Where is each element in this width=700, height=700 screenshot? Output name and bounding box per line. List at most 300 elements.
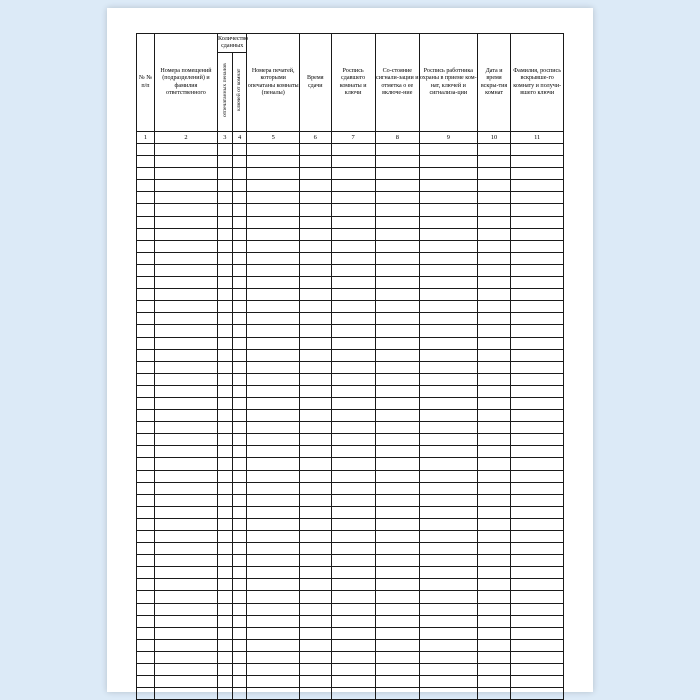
- table-row[interactable]: [137, 192, 564, 204]
- table-cell[interactable]: [232, 277, 247, 289]
- table-cell[interactable]: [477, 518, 511, 530]
- table-cell[interactable]: [511, 144, 564, 156]
- table-cell[interactable]: [217, 240, 232, 252]
- table-cell[interactable]: [217, 228, 232, 240]
- table-cell[interactable]: [419, 482, 477, 494]
- table-cell[interactable]: [217, 434, 232, 446]
- table-cell[interactable]: [419, 543, 477, 555]
- table-cell[interactable]: [232, 555, 247, 567]
- table-cell[interactable]: [232, 228, 247, 240]
- table-cell[interactable]: [217, 567, 232, 579]
- table-cell[interactable]: [375, 676, 419, 688]
- table-cell[interactable]: [217, 591, 232, 603]
- table-cell[interactable]: [137, 216, 155, 228]
- table-cell[interactable]: [154, 458, 217, 470]
- table-cell[interactable]: [154, 506, 217, 518]
- table-cell[interactable]: [299, 301, 331, 313]
- table-cell[interactable]: [232, 603, 247, 615]
- table-row[interactable]: [137, 264, 564, 276]
- table-row[interactable]: [137, 531, 564, 543]
- table-cell[interactable]: [477, 688, 511, 700]
- table-cell[interactable]: [511, 385, 564, 397]
- table-cell[interactable]: [154, 277, 217, 289]
- table-row[interactable]: [137, 337, 564, 349]
- table-cell[interactable]: [137, 615, 155, 627]
- table-cell[interactable]: [511, 192, 564, 204]
- table-cell[interactable]: [299, 651, 331, 663]
- table-row[interactable]: [137, 664, 564, 676]
- table-cell[interactable]: [477, 240, 511, 252]
- table-cell[interactable]: [299, 531, 331, 543]
- table-cell[interactable]: [247, 192, 300, 204]
- table-cell[interactable]: [217, 289, 232, 301]
- table-cell[interactable]: [477, 397, 511, 409]
- table-cell[interactable]: [137, 470, 155, 482]
- table-cell[interactable]: [375, 579, 419, 591]
- table-cell[interactable]: [419, 555, 477, 567]
- table-cell[interactable]: [511, 627, 564, 639]
- table-cell[interactable]: [511, 301, 564, 313]
- table-cell[interactable]: [247, 664, 300, 676]
- table-cell[interactable]: [299, 410, 331, 422]
- table-cell[interactable]: [511, 277, 564, 289]
- table-cell[interactable]: [247, 264, 300, 276]
- table-cell[interactable]: [247, 204, 300, 216]
- table-cell[interactable]: [232, 397, 247, 409]
- table-cell[interactable]: [375, 252, 419, 264]
- table-cell[interactable]: [331, 301, 375, 313]
- table-cell[interactable]: [299, 664, 331, 676]
- table-cell[interactable]: [511, 639, 564, 651]
- table-cell[interactable]: [331, 531, 375, 543]
- table-cell[interactable]: [375, 567, 419, 579]
- table-cell[interactable]: [511, 494, 564, 506]
- table-cell[interactable]: [419, 664, 477, 676]
- table-cell[interactable]: [511, 204, 564, 216]
- table-cell[interactable]: [137, 325, 155, 337]
- table-cell[interactable]: [375, 180, 419, 192]
- table-cell[interactable]: [477, 555, 511, 567]
- table-cell[interactable]: [232, 446, 247, 458]
- table-cell[interactable]: [232, 264, 247, 276]
- table-cell[interactable]: [331, 591, 375, 603]
- table-cell[interactable]: [217, 639, 232, 651]
- table-row[interactable]: [137, 204, 564, 216]
- table-cell[interactable]: [299, 446, 331, 458]
- table-cell[interactable]: [217, 506, 232, 518]
- table-cell[interactable]: [511, 543, 564, 555]
- table-cell[interactable]: [477, 676, 511, 688]
- table-cell[interactable]: [331, 313, 375, 325]
- table-row[interactable]: [137, 180, 564, 192]
- table-cell[interactable]: [154, 627, 217, 639]
- table-cell[interactable]: [419, 410, 477, 422]
- table-cell[interactable]: [247, 555, 300, 567]
- table-cell[interactable]: [331, 664, 375, 676]
- table-cell[interactable]: [154, 664, 217, 676]
- table-cell[interactable]: [154, 555, 217, 567]
- table-cell[interactable]: [511, 446, 564, 458]
- table-cell[interactable]: [299, 579, 331, 591]
- table-cell[interactable]: [477, 144, 511, 156]
- table-cell[interactable]: [511, 313, 564, 325]
- table-cell[interactable]: [137, 264, 155, 276]
- table-cell[interactable]: [232, 591, 247, 603]
- table-cell[interactable]: [419, 337, 477, 349]
- table-cell[interactable]: [217, 676, 232, 688]
- table-cell[interactable]: [375, 168, 419, 180]
- table-cell[interactable]: [375, 156, 419, 168]
- table-cell[interactable]: [477, 591, 511, 603]
- table-cell[interactable]: [477, 373, 511, 385]
- table-row[interactable]: [137, 397, 564, 409]
- table-cell[interactable]: [299, 482, 331, 494]
- table-cell[interactable]: [247, 627, 300, 639]
- table-row[interactable]: [137, 385, 564, 397]
- table-cell[interactable]: [299, 603, 331, 615]
- table-cell[interactable]: [137, 168, 155, 180]
- table-cell[interactable]: [331, 422, 375, 434]
- table-cell[interactable]: [419, 651, 477, 663]
- table-cell[interactable]: [232, 676, 247, 688]
- table-cell[interactable]: [247, 313, 300, 325]
- table-cell[interactable]: [299, 313, 331, 325]
- table-cell[interactable]: [137, 639, 155, 651]
- table-cell[interactable]: [154, 397, 217, 409]
- table-cell[interactable]: [154, 410, 217, 422]
- table-cell[interactable]: [154, 264, 217, 276]
- table-cell[interactable]: [217, 446, 232, 458]
- table-cell[interactable]: [247, 446, 300, 458]
- table-cell[interactable]: [419, 567, 477, 579]
- table-cell[interactable]: [137, 228, 155, 240]
- table-cell[interactable]: [299, 168, 331, 180]
- table-cell[interactable]: [477, 567, 511, 579]
- table-cell[interactable]: [232, 385, 247, 397]
- table-cell[interactable]: [419, 216, 477, 228]
- table-cell[interactable]: [247, 458, 300, 470]
- table-row[interactable]: [137, 603, 564, 615]
- table-cell[interactable]: [232, 301, 247, 313]
- table-cell[interactable]: [477, 615, 511, 627]
- table-cell[interactable]: [331, 373, 375, 385]
- table-cell[interactable]: [419, 591, 477, 603]
- table-cell[interactable]: [137, 567, 155, 579]
- table-cell[interactable]: [419, 518, 477, 530]
- table-cell[interactable]: [477, 264, 511, 276]
- table-cell[interactable]: [511, 555, 564, 567]
- table-cell[interactable]: [137, 664, 155, 676]
- table-cell[interactable]: [154, 446, 217, 458]
- table-cell[interactable]: [375, 385, 419, 397]
- table-cell[interactable]: [154, 144, 217, 156]
- table-cell[interactable]: [217, 313, 232, 325]
- table-cell[interactable]: [232, 651, 247, 663]
- table-cell[interactable]: [247, 591, 300, 603]
- table-cell[interactable]: [375, 216, 419, 228]
- table-cell[interactable]: [477, 494, 511, 506]
- table-cell[interactable]: [247, 543, 300, 555]
- table-row[interactable]: [137, 422, 564, 434]
- table-cell[interactable]: [232, 192, 247, 204]
- table-cell[interactable]: [299, 397, 331, 409]
- table-cell[interactable]: [299, 434, 331, 446]
- table-cell[interactable]: [154, 688, 217, 700]
- table-cell[interactable]: [299, 676, 331, 688]
- table-cell[interactable]: [375, 373, 419, 385]
- table-cell[interactable]: [511, 264, 564, 276]
- table-cell[interactable]: [137, 204, 155, 216]
- table-cell[interactable]: [511, 458, 564, 470]
- table-cell[interactable]: [137, 518, 155, 530]
- table-cell[interactable]: [232, 252, 247, 264]
- table-cell[interactable]: [137, 506, 155, 518]
- table-cell[interactable]: [247, 144, 300, 156]
- table-row[interactable]: [137, 313, 564, 325]
- table-cell[interactable]: [137, 555, 155, 567]
- table-row[interactable]: [137, 567, 564, 579]
- table-cell[interactable]: [375, 301, 419, 313]
- table-cell[interactable]: [154, 385, 217, 397]
- table-cell[interactable]: [137, 494, 155, 506]
- table-cell[interactable]: [419, 639, 477, 651]
- table-cell[interactable]: [299, 373, 331, 385]
- table-cell[interactable]: [217, 555, 232, 567]
- table-cell[interactable]: [331, 603, 375, 615]
- table-cell[interactable]: [232, 361, 247, 373]
- table-cell[interactable]: [247, 397, 300, 409]
- table-cell[interactable]: [331, 361, 375, 373]
- table-cell[interactable]: [217, 422, 232, 434]
- table-cell[interactable]: [375, 603, 419, 615]
- table-cell[interactable]: [331, 264, 375, 276]
- table-row[interactable]: [137, 228, 564, 240]
- table-cell[interactable]: [154, 156, 217, 168]
- table-cell[interactable]: [299, 458, 331, 470]
- table-cell[interactable]: [375, 639, 419, 651]
- table-cell[interactable]: [217, 192, 232, 204]
- table-cell[interactable]: [154, 494, 217, 506]
- table-cell[interactable]: [511, 518, 564, 530]
- table-cell[interactable]: [137, 543, 155, 555]
- table-cell[interactable]: [137, 627, 155, 639]
- table-cell[interactable]: [217, 664, 232, 676]
- table-cell[interactable]: [477, 337, 511, 349]
- table-cell[interactable]: [154, 337, 217, 349]
- table-cell[interactable]: [477, 506, 511, 518]
- table-cell[interactable]: [477, 204, 511, 216]
- table-cell[interactable]: [299, 591, 331, 603]
- table-cell[interactable]: [217, 373, 232, 385]
- table-cell[interactable]: [419, 289, 477, 301]
- table-cell[interactable]: [375, 410, 419, 422]
- table-cell[interactable]: [375, 651, 419, 663]
- table-cell[interactable]: [247, 639, 300, 651]
- table-cell[interactable]: [247, 531, 300, 543]
- table-cell[interactable]: [477, 410, 511, 422]
- table-cell[interactable]: [477, 639, 511, 651]
- table-cell[interactable]: [137, 252, 155, 264]
- table-cell[interactable]: [217, 651, 232, 663]
- table-cell[interactable]: [217, 494, 232, 506]
- table-cell[interactable]: [477, 627, 511, 639]
- table-cell[interactable]: [419, 240, 477, 252]
- table-cell[interactable]: [511, 603, 564, 615]
- table-cell[interactable]: [511, 482, 564, 494]
- table-cell[interactable]: [331, 615, 375, 627]
- table-cell[interactable]: [511, 252, 564, 264]
- table-cell[interactable]: [232, 579, 247, 591]
- table-row[interactable]: [137, 651, 564, 663]
- table-cell[interactable]: [137, 144, 155, 156]
- table-cell[interactable]: [299, 506, 331, 518]
- table-row[interactable]: [137, 615, 564, 627]
- table-cell[interactable]: [154, 168, 217, 180]
- table-cell[interactable]: [154, 204, 217, 216]
- table-cell[interactable]: [511, 168, 564, 180]
- table-cell[interactable]: [331, 397, 375, 409]
- table-cell[interactable]: [477, 156, 511, 168]
- table-cell[interactable]: [419, 228, 477, 240]
- table-row[interactable]: [137, 325, 564, 337]
- table-cell[interactable]: [477, 603, 511, 615]
- table-cell[interactable]: [331, 410, 375, 422]
- table-cell[interactable]: [217, 301, 232, 313]
- table-cell[interactable]: [331, 676, 375, 688]
- table-cell[interactable]: [331, 156, 375, 168]
- table-cell[interactable]: [331, 518, 375, 530]
- table-cell[interactable]: [419, 688, 477, 700]
- table-cell[interactable]: [217, 180, 232, 192]
- table-cell[interactable]: [331, 482, 375, 494]
- table-cell[interactable]: [232, 458, 247, 470]
- table-cell[interactable]: [154, 434, 217, 446]
- table-cell[interactable]: [137, 434, 155, 446]
- table-row[interactable]: [137, 240, 564, 252]
- table-cell[interactable]: [419, 627, 477, 639]
- table-cell[interactable]: [419, 301, 477, 313]
- table-cell[interactable]: [299, 494, 331, 506]
- table-cell[interactable]: [375, 349, 419, 361]
- table-cell[interactable]: [375, 518, 419, 530]
- table-cell[interactable]: [511, 289, 564, 301]
- table-cell[interactable]: [247, 422, 300, 434]
- table-cell[interactable]: [419, 144, 477, 156]
- table-cell[interactable]: [299, 615, 331, 627]
- table-cell[interactable]: [419, 603, 477, 615]
- table-cell[interactable]: [217, 458, 232, 470]
- table-row[interactable]: [137, 458, 564, 470]
- table-cell[interactable]: [217, 144, 232, 156]
- table-cell[interactable]: [217, 410, 232, 422]
- table-cell[interactable]: [137, 349, 155, 361]
- table-row[interactable]: [137, 156, 564, 168]
- table-cell[interactable]: [511, 434, 564, 446]
- table-cell[interactable]: [232, 567, 247, 579]
- table-cell[interactable]: [247, 434, 300, 446]
- table-cell[interactable]: [511, 531, 564, 543]
- table-cell[interactable]: [477, 385, 511, 397]
- table-cell[interactable]: [217, 252, 232, 264]
- table-cell[interactable]: [154, 639, 217, 651]
- table-cell[interactable]: [154, 252, 217, 264]
- table-cell[interactable]: [137, 277, 155, 289]
- table-row[interactable]: [137, 252, 564, 264]
- table-cell[interactable]: [331, 555, 375, 567]
- table-cell[interactable]: [154, 192, 217, 204]
- table-cell[interactable]: [232, 337, 247, 349]
- table-cell[interactable]: [154, 313, 217, 325]
- table-cell[interactable]: [154, 349, 217, 361]
- table-cell[interactable]: [419, 422, 477, 434]
- table-cell[interactable]: [375, 627, 419, 639]
- table-cell[interactable]: [247, 482, 300, 494]
- table-cell[interactable]: [154, 240, 217, 252]
- table-cell[interactable]: [375, 458, 419, 470]
- table-cell[interactable]: [511, 664, 564, 676]
- table-cell[interactable]: [419, 168, 477, 180]
- table-row[interactable]: [137, 579, 564, 591]
- table-cell[interactable]: [217, 688, 232, 700]
- table-cell[interactable]: [137, 180, 155, 192]
- table-cell[interactable]: [217, 397, 232, 409]
- table-cell[interactable]: [375, 228, 419, 240]
- table-row[interactable]: [137, 506, 564, 518]
- table-cell[interactable]: [331, 651, 375, 663]
- table-cell[interactable]: [331, 349, 375, 361]
- table-cell[interactable]: [137, 579, 155, 591]
- table-cell[interactable]: [511, 337, 564, 349]
- table-cell[interactable]: [137, 373, 155, 385]
- table-cell[interactable]: [299, 228, 331, 240]
- table-cell[interactable]: [375, 615, 419, 627]
- table-cell[interactable]: [477, 277, 511, 289]
- table-cell[interactable]: [331, 506, 375, 518]
- table-cell[interactable]: [299, 325, 331, 337]
- table-cell[interactable]: [217, 627, 232, 639]
- table-cell[interactable]: [232, 313, 247, 325]
- table-cell[interactable]: [232, 349, 247, 361]
- table-cell[interactable]: [247, 385, 300, 397]
- table-row[interactable]: [137, 216, 564, 228]
- table-cell[interactable]: [299, 422, 331, 434]
- table-cell[interactable]: [232, 543, 247, 555]
- table-cell[interactable]: [331, 337, 375, 349]
- table-cell[interactable]: [511, 651, 564, 663]
- table-cell[interactable]: [299, 361, 331, 373]
- table-cell[interactable]: [217, 579, 232, 591]
- table-cell[interactable]: [375, 591, 419, 603]
- table-row[interactable]: [137, 301, 564, 313]
- table-cell[interactable]: [232, 434, 247, 446]
- table-cell[interactable]: [419, 385, 477, 397]
- table-cell[interactable]: [247, 252, 300, 264]
- table-cell[interactable]: [477, 349, 511, 361]
- table-cell[interactable]: [247, 470, 300, 482]
- table-cell[interactable]: [477, 313, 511, 325]
- table-cell[interactable]: [477, 543, 511, 555]
- table-cell[interactable]: [232, 470, 247, 482]
- table-cell[interactable]: [137, 482, 155, 494]
- table-cell[interactable]: [331, 204, 375, 216]
- table-cell[interactable]: [375, 144, 419, 156]
- table-cell[interactable]: [247, 494, 300, 506]
- table-cell[interactable]: [137, 361, 155, 373]
- table-cell[interactable]: [232, 664, 247, 676]
- table-cell[interactable]: [137, 397, 155, 409]
- table-cell[interactable]: [137, 458, 155, 470]
- table-cell[interactable]: [331, 228, 375, 240]
